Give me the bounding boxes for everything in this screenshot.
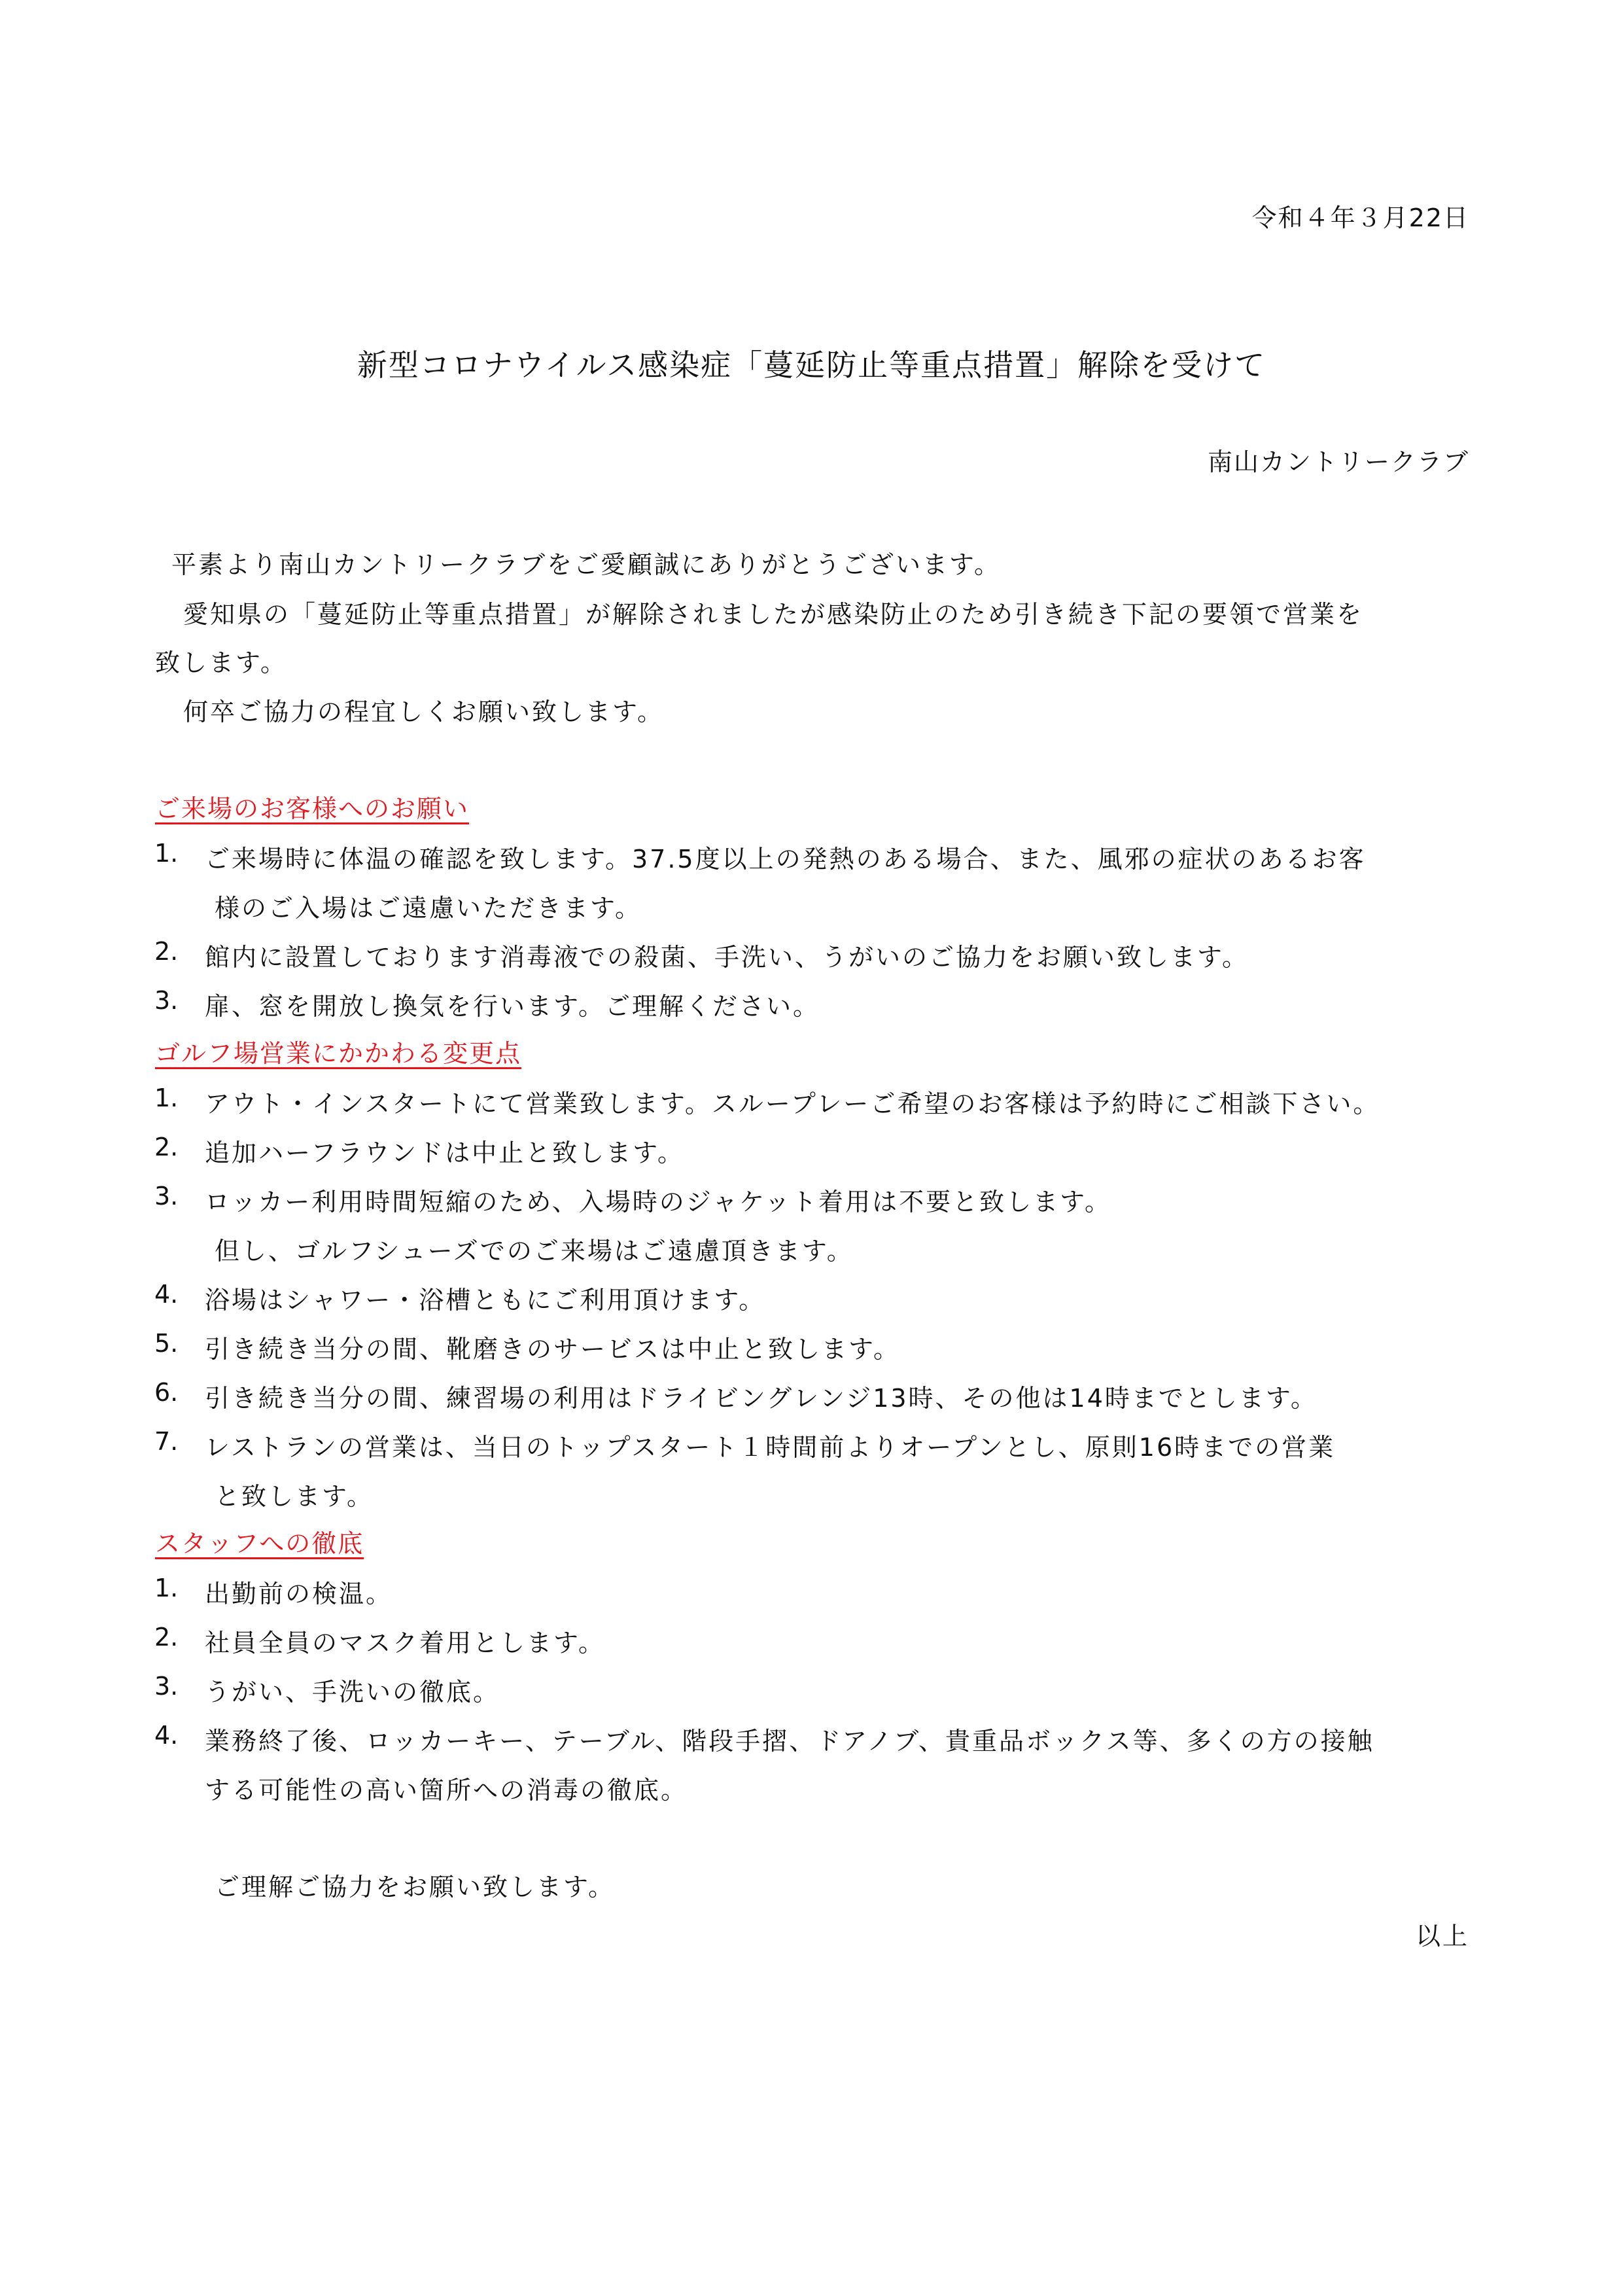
intro-line-4: 何卒ご協力の程宜しくお願い致します。: [183, 698, 664, 726]
list-item-number: 2.: [154, 1133, 179, 1161]
list-item: 引き続き当分の間、練習場の利用はドライビングレンジ13時、その他は14時までとします。: [205, 1384, 1318, 1413]
organization-name: 南山カントリークラブ: [1207, 448, 1469, 476]
list-item: 浴場はシャワー・浴槽ともにご利用頂けます。: [205, 1286, 766, 1315]
list-item: 追加ハーフラウンドは中止と致します。: [205, 1139, 685, 1167]
list-item-number: 1.: [154, 1084, 179, 1112]
list-item: ご来場時に体温の確認を致します。37.5度以上の発熱のある場合、また、風邪の症状のあるお客: [205, 845, 1366, 874]
list-item-number: 4.: [154, 1721, 179, 1750]
list-item-number: 3.: [154, 1182, 179, 1210]
list-item: ロッカー利用時間短縮のため、入場時のジャケット着用は不要と致します。: [205, 1188, 1112, 1216]
list-item: 館内に設置しております消毒液での殺菌、手洗い、うがいのご協力をお願い致します。: [205, 943, 1249, 972]
list-item: アウト・インスタートにて営業致します。スループレーご希望のお客様は予約時にご相談下さい。: [205, 1089, 1380, 1118]
list-item: 業務終了後、ロッカーキー、テーブル、階段手摺、ドアノブ、貴重品ボックス等、多くの方の接触: [205, 1727, 1374, 1756]
list-item: レストランの営業は、当日のトップスタート１時間前よりオープンとし、原則16時までの営業: [205, 1433, 1336, 1462]
list-item-number: 2.: [154, 1623, 179, 1651]
list-item: 出勤前の検温。: [205, 1580, 393, 1608]
list-item-number: 3.: [154, 1672, 179, 1701]
closing-line: ご理解ご協力をお願い致します。: [215, 1873, 615, 1901]
list-item-continuation: 但し、ゴルフシューズでのご来場はご遠慮頂きます。: [215, 1237, 854, 1265]
section-heading-staff: スタッフへの徹底: [155, 1529, 364, 1558]
list-item-number: 7.: [154, 1427, 179, 1456]
list-item-number: 4.: [154, 1280, 179, 1309]
end-mark: 以上: [1415, 1922, 1469, 1951]
document-date: 令和４年３月22日: [1251, 203, 1469, 232]
intro-line-2: 愛知県の「蔓延防止等重点措置」が解除されましたが感染防止のため引き続き下記の要領で営業を: [183, 600, 1364, 629]
list-item: 引き続き当分の間、靴磨きのサービスは中止と致します。: [205, 1335, 900, 1364]
intro-line-3: 致します。: [155, 648, 287, 677]
list-item-number: 1.: [154, 839, 179, 868]
list-item-number: 6.: [154, 1378, 179, 1407]
section-heading-changes: ゴルフ場営業にかかわる変更点: [155, 1039, 522, 1068]
list-item: 扉、窓を開放し換気を行います。ご理解ください。: [205, 992, 820, 1021]
intro-line-1: 平素より南山カントリークラブをご愛顧誠にありがとうございます。: [171, 550, 1001, 579]
list-item: うがい、手洗いの徹底。: [205, 1678, 500, 1706]
list-item-continuation: と致します。: [215, 1482, 374, 1511]
list-item-number: 2.: [154, 937, 179, 966]
list-item: 社員全員のマスク着用とします。: [205, 1629, 605, 1657]
list-item-number: 3.: [154, 986, 179, 1015]
list-item-number: 5.: [154, 1329, 179, 1358]
list-item-continuation: 様のご入場はご遠慮いただきます。: [215, 894, 642, 923]
section-heading-guests: ご来場のお客様へのお願い: [155, 794, 470, 823]
list-item-number: 1.: [154, 1574, 179, 1602]
list-item-continuation: する可能性の高い箇所への消毒の徹底。: [205, 1776, 688, 1805]
document-title: 新型コロナウイルス感染症「蔓延防止等重点措置」解除を受けて: [357, 347, 1266, 383]
